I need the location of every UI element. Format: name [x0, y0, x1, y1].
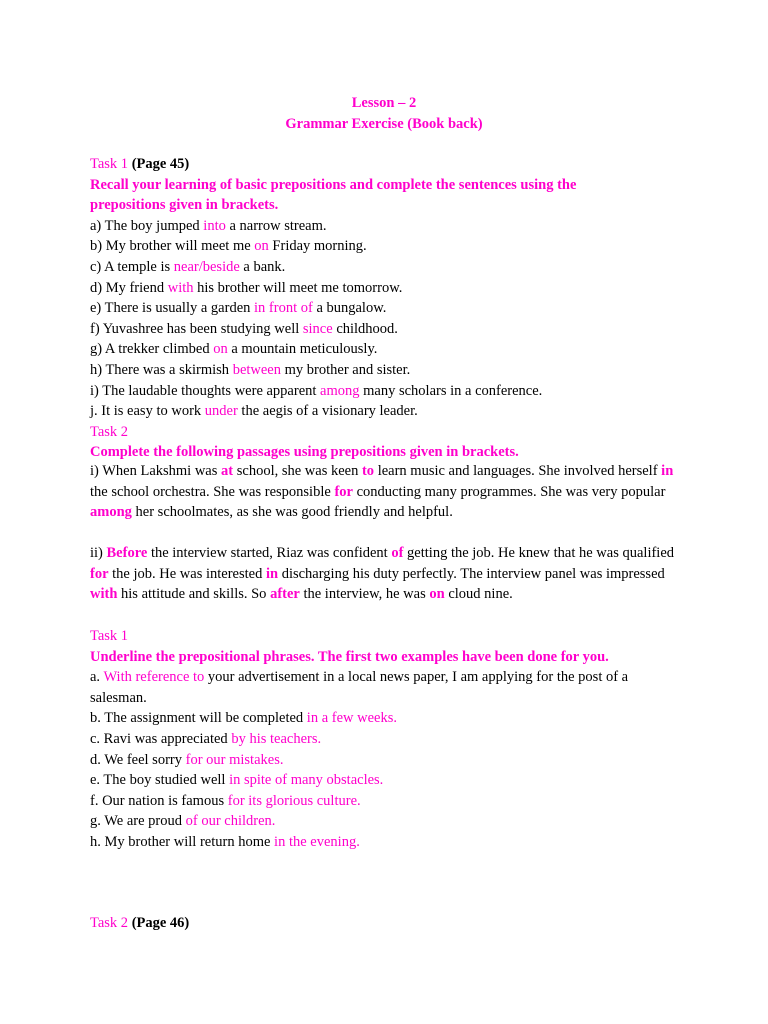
passage-text: the job. He was interested [108, 565, 266, 582]
item-text: a) The boy jumped [90, 217, 204, 234]
passage-text: school, she was keen [233, 463, 362, 479]
item-text: h) There was a skirmish [90, 361, 233, 378]
task1-instruction-line1: Recall your learning of basic prepositions and complete the sentences using the [90, 176, 577, 193]
answer-word: with [90, 586, 118, 603]
item-text: f. Our nation is famous [90, 792, 228, 809]
item-text: c) A temple is [90, 258, 174, 275]
answer-word: between [232, 361, 281, 378]
passage-text: the school orchestra. She was responsible [90, 483, 335, 500]
answer-word: under [204, 403, 238, 420]
item-text: d) My friend [90, 279, 168, 296]
task1-item [90, 236, 682, 257]
answer-word: in [661, 463, 674, 479]
task1-heading [90, 154, 682, 175]
page-subtitle: Grammar Exercise (Book back) [285, 116, 483, 132]
item-text: d. We feel sorry [90, 751, 186, 768]
item-text: b) My brother will meet me [90, 238, 255, 255]
passage-1 [90, 461, 682, 523]
answer-word: Before [106, 545, 148, 561]
phrase: for our mistakes. [185, 751, 284, 768]
phrase: in the evening. [274, 833, 360, 850]
passage-text: discharging his duty perfectly. The interview panel was impressed [278, 565, 665, 582]
item-text: Friday morning. [268, 238, 367, 255]
item-text: g) A trekker climbed [90, 341, 214, 358]
answer-word: into [203, 217, 226, 234]
passage-text: getting the job. He knew that he was qualified [403, 545, 675, 561]
item-text: a bank. [239, 258, 286, 275]
task1-item [90, 339, 682, 360]
answer-word: in front of [254, 300, 313, 317]
phrase: With reference to [103, 669, 205, 686]
item-text: e. The boy studied well [90, 772, 230, 789]
answer-word: for [90, 565, 109, 582]
task1-item [90, 319, 682, 340]
item-text: j. It is easy to work [90, 403, 205, 420]
task1-label: Task 1 [90, 156, 129, 172]
task4-section [90, 913, 682, 934]
item-text: a mountain meticulously. [227, 341, 378, 358]
item-text: g. We are proud [90, 813, 186, 830]
item-text: a narrow stream. [225, 217, 327, 234]
item-text: i) The laudable thoughts were apparent [90, 382, 321, 399]
task3-item [90, 750, 682, 771]
task4-heading [90, 913, 682, 934]
task2-instruction: Complete the following passages using prepositions given in brackets. [90, 444, 519, 461]
answer-word: on [429, 586, 445, 603]
item-text: a bungalow. [312, 300, 387, 317]
task2-label: Task 2 [90, 423, 129, 440]
task1-item [90, 381, 682, 402]
task3-label: Task 1 [90, 628, 129, 644]
item-text: e) There is usually a garden [90, 300, 255, 317]
task3-item [90, 667, 682, 708]
item-text: childhood. [332, 320, 398, 337]
task1-item [90, 257, 682, 278]
answer-word: on [254, 238, 269, 255]
task3-item [90, 708, 682, 729]
answer-word: for [334, 483, 353, 500]
passage-2-text [90, 543, 682, 605]
task3-item [90, 770, 682, 791]
task3-item [90, 811, 682, 832]
task3-list [90, 667, 682, 852]
phrase: of our children. [185, 813, 276, 830]
task4-page: (Page 46) [131, 915, 190, 931]
item-text: your advertisement in a local news paper, I am applying for the post of a salesman. [90, 669, 629, 706]
item-text: h. My brother will return home [90, 833, 275, 850]
answer-word: among [90, 504, 132, 521]
answer-word: to [361, 463, 375, 479]
item-text: my brother and sister. [281, 361, 411, 378]
task1-instruction-line2: prepositions given in brackets. [90, 197, 279, 214]
task4-label: Task 2 [90, 915, 129, 931]
task3-item [90, 729, 682, 750]
task1-item [90, 360, 682, 381]
passage-text: conducting many programmes. She was very popular [352, 483, 666, 500]
passage-text: cloud nine. [444, 586, 513, 603]
passage-1-text [90, 461, 682, 523]
task1-item [90, 401, 682, 422]
answer-word: in [265, 565, 279, 582]
answer-word: with [167, 279, 194, 296]
task1-item [90, 278, 682, 299]
task1-list [90, 216, 682, 422]
item-text: a. [90, 669, 104, 686]
answer-word: since [302, 320, 333, 337]
passage-text: i) When Lakshmi was [90, 463, 222, 479]
passage-text: the interview started, Riaz was confident [147, 545, 392, 561]
passage-2 [90, 543, 682, 605]
answer-word: of [391, 545, 404, 561]
answer-word: at [221, 463, 234, 479]
task3-instruction: Underline the prepositional phrases. The first two examples have been done for you. [90, 648, 609, 665]
task3-item [90, 832, 682, 853]
answer-word: near/beside [173, 258, 240, 275]
answer-word: on [213, 341, 228, 358]
task1-item [90, 298, 682, 319]
answer-word: among [320, 382, 360, 399]
task1-section [90, 154, 682, 463]
phrase: for its glorious culture. [227, 792, 361, 809]
task3-item [90, 791, 682, 812]
item-text: the aegis of a visionary leader. [237, 403, 418, 420]
passage-text: his attitude and skills. So [117, 586, 271, 603]
item-text: his brother will meet me tomorrow. [193, 279, 403, 296]
phrase: by his teachers. [231, 730, 322, 747]
phrase: in spite of many obstacles. [229, 772, 384, 789]
lesson-title: Lesson – 2 [351, 95, 417, 111]
phrase: in a few weeks. [306, 710, 397, 727]
item-text: many scholars in a conference. [359, 382, 543, 399]
task1-page: (Page 45) [131, 156, 190, 172]
item-text: c. Ravi was appreciated [90, 730, 232, 747]
passage-text: the interview, he was [299, 586, 430, 603]
task1-item [90, 216, 682, 237]
passage-text: learn music and languages. She involved herself [374, 463, 662, 479]
item-text: b. The assignment will be completed [90, 710, 307, 727]
passage-text: ii) [90, 545, 107, 561]
item-text: f) Yuvashree has been studying well [90, 320, 303, 337]
answer-word: after [270, 586, 300, 603]
task3-section [90, 626, 682, 853]
passage-text: her schoolmates, as she was good friendly and helpful. [131, 504, 453, 521]
